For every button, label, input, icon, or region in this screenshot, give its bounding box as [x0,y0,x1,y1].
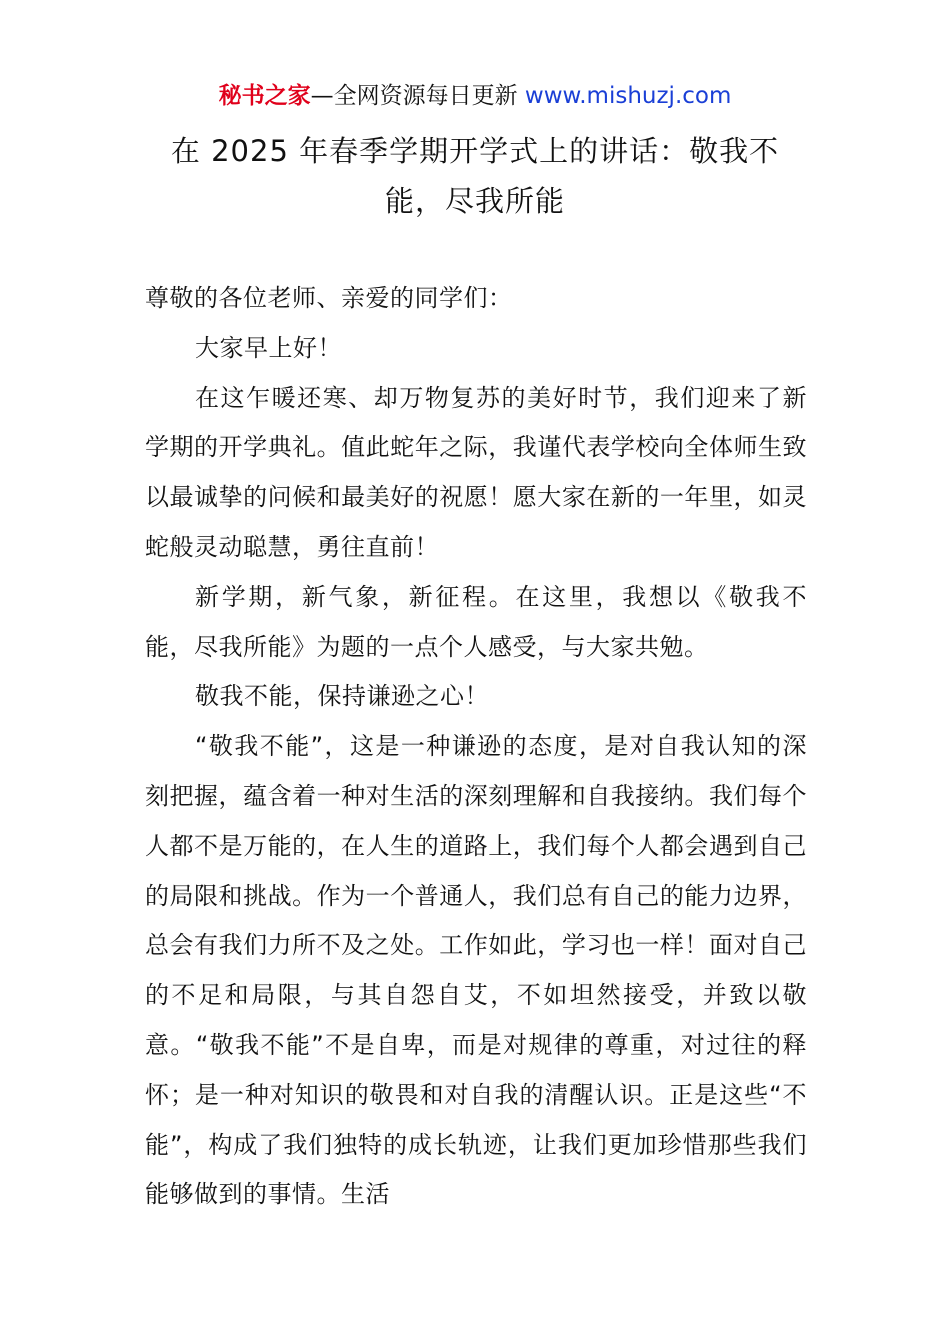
site-banner [0,80,950,112]
paragraph-greeting: 大家早上好！ [195,333,342,362]
paragraph-body: “敬我不能”，这是一种谦逊的态度，是对自我认知的深刻把握，蕴含着一种对生活的深刻理解和自我接纳。我们每个人都不是万能的，在人生的道路上，我们每个人都会遇到自己的局限和挑战。作为一个普通人，我们总有自己的能力边界，总会有我们力所不及之处。工作如此，学习也一样！面对自己的不足和局限，与其自怨自艾，不如坦然接受，并致以敬意。“敬我不能”不是自卑，而是对规律的尊重，对过往的释怀；是一种对知识的敬畏和对自我的清醒认识。正是这些“不能”，构成了我们独特的成长轨迹，让我们更加珍惜那些我们能够做到的事情。生活 [145,732,807,1209]
document-title: 在 2025 年春季学期开学式上的讲话：敬我不能，尽我所能 [170,134,780,218]
site-url-link[interactable]: www.mishuzj.com [524,83,732,109]
section-heading: 敬我不能，保持谦逊之心！ [195,682,489,711]
paragraph-intro: 在这乍暖还寒、却万物复苏的美好时节，我们迎来了新学期的开学典礼。值此蛇年之际，我谨代表学校向全体师生致以最诚挚的问候和最美好的祝愿！愿大家在新的一年里，如灵蛇般灵动聪慧，勇往直前！ [145,383,807,561]
site-brand: 秘书之家 [218,83,311,109]
paragraph-theme: 新学期，新气象，新征程。在这里，我想以《敬我不能，尽我所能》为题的一点个人感受，与大家共勉。 [145,582,807,661]
site-tagline: —全网资源每日更新 [310,83,525,109]
document-body [145,274,807,1220]
salutation: 尊敬的各位老师、亲爱的同学们： [145,284,513,312]
